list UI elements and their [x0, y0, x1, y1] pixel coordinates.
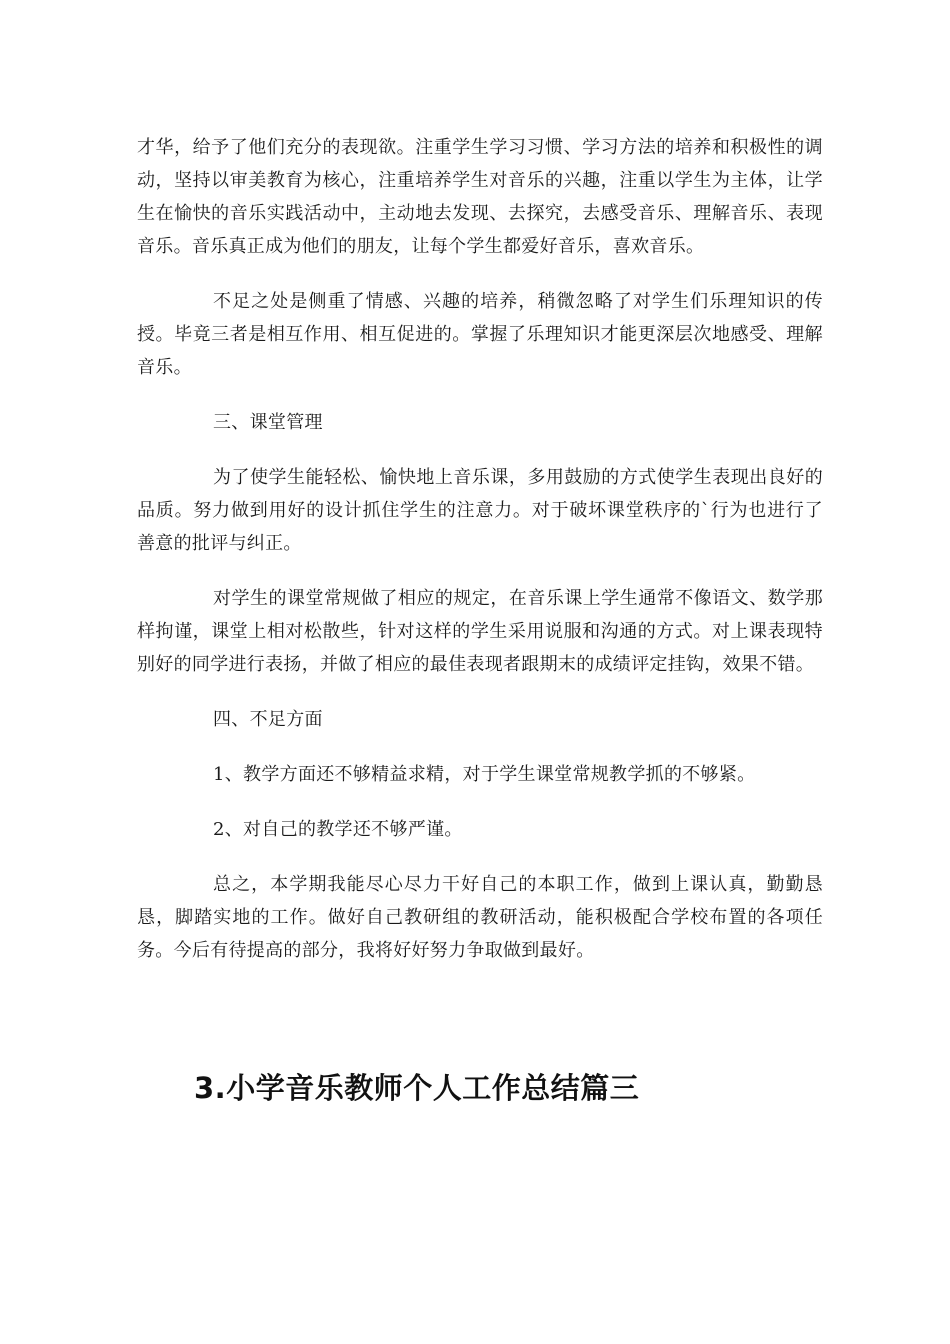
list-item-1: 1、教学方面还不够精益求精，对于学生课堂常规教学抓的不够紧。: [213, 764, 756, 785]
paragraph-classroom-rules: 对学生的课堂常规做了相应的规定，在音乐课上学生通常不像语文、数学那样拘谨，课堂上相对松散些，针对这样的学生采用说服和沟通的方式。对上课表现特别好的同学进行表扬，并做了相应的最佳表现者跟期末的成绩评定挂钩，效果不错。: [137, 588, 823, 675]
paragraph-shortcoming: 不足之处是侧重了情感、兴趣的培养，稍微忽略了对学生们乐理知识的传授。毕竟三者是相互作用、相互促进的。掌握了乐理知识才能更深层次地感受、理解音乐。: [137, 291, 823, 378]
document-body: [137, 131, 823, 989]
section-title: 3.小学音乐教师个人工作总结篇三: [194, 1071, 640, 1105]
list-item-2: 2、对自己的教学还不够严谨。: [213, 819, 463, 840]
paragraph-encouragement: 为了使学生能轻松、愉快地上音乐课，多用鼓励的方式使学生表现出良好的品质。努力做到用好的设计抓住学生的注意力。对于破坏课堂秩序的`行为也进行了善意的批评与纠正。: [137, 467, 823, 554]
heading-classroom-management: 三、课堂管理: [213, 412, 323, 433]
heading-shortcomings: 四、不足方面: [213, 709, 323, 730]
paragraph-talent: 才华，给予了他们充分的表现欲。注重学生学习习惯、学习方法的培养和积极性的调动，坚持以审美教育为核心，注重培养学生对音乐的兴趣，注重以学生为主体，让学生在愉快的音乐实践活动中，主动地去发现、去探究，去感受音乐、理解音乐、表现音乐。音乐真正成为他们的朋友，让每个学生都爱好音乐，喜欢音乐。: [137, 137, 823, 257]
paragraph-conclusion: 总之，本学期我能尽心尽力干好自己的本职工作，做到上课认真，勤勤恳恳，脚踏实地的工作。做好自己教研组的教研活动，能积极配合学校布置的各项任务。今后有待提高的部分，我将好好努力争取做到最好。: [137, 874, 823, 961]
